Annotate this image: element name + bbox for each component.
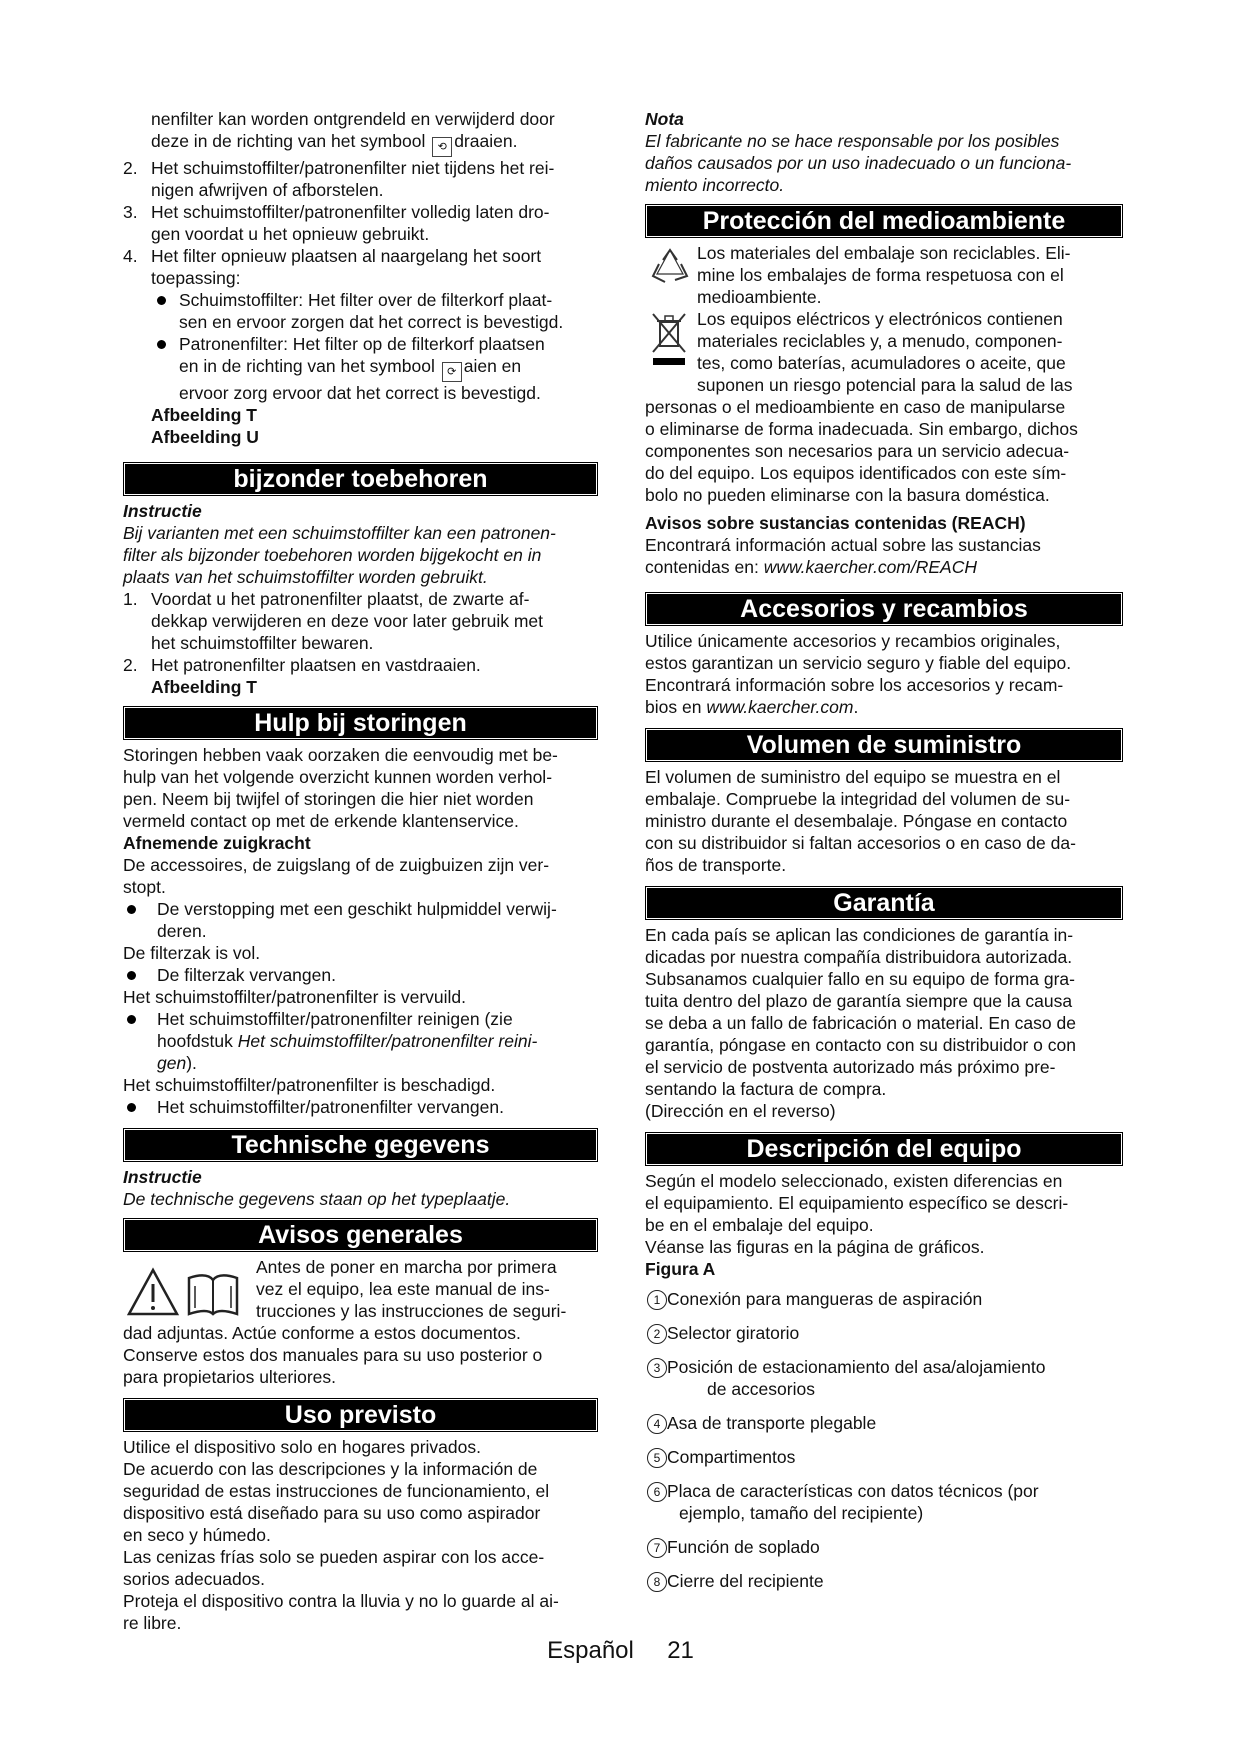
bullet-item: De verstopping met een geschikt hulpmiddel verwij- deren. xyxy=(123,898,598,942)
bullet-icon xyxy=(127,905,136,914)
text-line: sorios adecuados. xyxy=(123,1569,266,1589)
bullet-icon xyxy=(127,1103,136,1112)
bullet-item: Het schuimstoffilter/patronenfilter vervangen. xyxy=(123,1096,598,1118)
text-line: Las cenizas frías solo se pueden aspirar con los acce- xyxy=(123,1547,545,1567)
figure-item: 4 Asa de transporte plegable xyxy=(645,1412,1123,1434)
text-line: personas o el medioambiente en caso de manipularse xyxy=(645,397,1066,417)
bullet-icon xyxy=(127,1015,136,1024)
figure-ref: Figura A xyxy=(645,1259,716,1279)
bullet-item: Het schuimstoffilter/patronenfilter reinigen (zie hoofdstuk Het schuimstoffilter/patronenfilter reini- gen). xyxy=(123,1008,598,1074)
footer-language: Español xyxy=(547,1637,634,1664)
section-heading: Uso previsto xyxy=(123,1398,598,1432)
list-item: 2. Het patronenfilter plaatsen en vastdraaien. xyxy=(123,655,481,675)
section-heading: Accesorios y recambios xyxy=(645,592,1123,626)
note-text: De technische gegevens staan op het typeplaatje. xyxy=(123,1189,511,1209)
text-line: pen. Neem bij twijfel of storingen die hier niet worden xyxy=(123,789,534,809)
subheading: Avisos sobre sustancias contenidas (REACH) xyxy=(645,513,1026,533)
text-line: Subsanamos cualquier fallo en su equipo de forma gra- xyxy=(645,969,1075,989)
section-heading: Descripción del equipo xyxy=(645,1132,1123,1166)
text-line: do del equipo. Los equipos identificados con este sím- xyxy=(645,463,1067,483)
bullet-item: Schuimstoffilter: Het filter over de filterkorf plaat- sen en ervoor zorgen dat het correct is bevestigd. xyxy=(123,289,598,333)
text-line: con su distribuidor si faltan accesorios o en caso de da- xyxy=(645,833,1076,853)
number-circle-icon: 6 xyxy=(647,1482,667,1502)
text-line: Según el modelo seleccionado, existen diferencias en xyxy=(645,1171,1063,1191)
number-circle-icon: 2 xyxy=(647,1324,667,1344)
number-circle-icon: 4 xyxy=(647,1414,667,1434)
list-item: 2. Het schuimstoffilter/patronenfilter niet tijdens het rei- nigen afwrijven of afborstelen. xyxy=(123,158,555,200)
number-circle-icon: 5 xyxy=(647,1448,667,1468)
recycling-icon xyxy=(649,246,691,288)
text-line: dispositivo está diseñado para su uso como aspirador xyxy=(123,1503,541,1523)
crossed-bin-icon xyxy=(651,310,687,368)
text-line: dicadas por nuestra compañía distribuidora autorizada. xyxy=(645,947,1073,967)
text-line: be en el embalaje del equipo. xyxy=(645,1215,874,1235)
text-line: para propietarios ulteriores. xyxy=(123,1367,337,1387)
list-item: 1. Voordat u het patronenfilter plaatst, de zwarte af- dekkap verwijderen en deze voor later gebruik met het schuimstoffilter bewaren. xyxy=(123,589,544,653)
recycling-block: Los materiales del embalaje son reciclables. Eli- mine los embalajes de forma respetuosa con el medioambiente. xyxy=(645,242,1123,308)
rotate-symbol-icon: ⟳ xyxy=(442,362,462,382)
text-line: Encontrará información actual sobre las sustancias xyxy=(645,535,1041,555)
text-line: seguridad de estas instrucciones de funcionamiento, el xyxy=(123,1481,550,1501)
section-heading: Protección del medioambiente xyxy=(645,204,1123,238)
text-line: stopt. xyxy=(123,877,166,897)
text-line: Utilice el dispositivo solo en hogares privados. xyxy=(123,1437,481,1457)
text-line: Utilice únicamente accesorios y recambios originales, xyxy=(645,631,1061,651)
bullet-item: Patronenfilter: Het filter op de filterkorf plaatsen en in de richting van het symbool ⟳ aien en ervoor zorg ervoor dat het correct is bevestigd. xyxy=(123,333,598,404)
text-line: re libre. xyxy=(123,1613,182,1633)
number-circle-icon: 1 xyxy=(647,1290,667,1310)
text-line: bios en www.kaercher.com. xyxy=(645,697,859,717)
text-line: vermeld contact op met de erkende klantenservice. xyxy=(123,811,519,831)
figure-item: 7 Función de soplado xyxy=(645,1536,1123,1558)
bullet-icon xyxy=(157,296,166,305)
text-line: dad adjuntas. Actúe conforme a estos documentos. xyxy=(123,1323,521,1343)
text-line: el equipamiento. El equipamiento específico se descri- xyxy=(645,1193,1069,1213)
text-line: De accessoires, de zuigslang of de zuigbuizen zijn ver- xyxy=(123,855,550,875)
warning-manual-icon xyxy=(127,1266,243,1318)
reach-link[interactable]: www.kaercher.com/REACH xyxy=(763,557,978,577)
subheading: Afnemende zuigkracht xyxy=(123,833,311,853)
text-line: tuita dentro del plazo de garantía siempre que la causa xyxy=(645,991,1073,1011)
text-line: Storingen hebben vaak oorzaken die eenvoudig met be- xyxy=(123,745,558,765)
text-line: Het schuimstoffilter/patronenfilter is beschadigd. xyxy=(123,1075,496,1095)
left-column xyxy=(123,108,598,1634)
text-line: se deba a un fallo de fabricación o material. En caso de xyxy=(645,1013,1076,1033)
text-line: componentes son necesarios para un servicio adecua- xyxy=(645,441,1070,461)
text-line: o eliminarse de forma inadecuada. Sin embargo, dichos xyxy=(645,419,1078,439)
list-item: 4. Het filter opnieuw plaatsen al naargelang het soort toepassing: xyxy=(123,246,542,288)
bullet-icon xyxy=(157,340,166,349)
figure-item: 6 Placa de características con datos técnicos (por ejemplo, tamaño del recipiente) xyxy=(645,1480,1123,1524)
note-text: El fabricante no se hace responsable por los posibles xyxy=(645,131,1060,151)
bullet-icon xyxy=(127,971,136,980)
note-label: Instructie xyxy=(123,1167,202,1187)
text-line: contenidas en: www.kaercher.com/REACH xyxy=(645,557,978,577)
text-line: (Dirección en el reverso) xyxy=(645,1101,836,1121)
page-footer xyxy=(0,1636,1241,1666)
section-heading: bijzonder toebehoren xyxy=(123,462,598,496)
section-heading: Volumen de suministro xyxy=(645,728,1123,762)
text-line: Véanse las figuras en la página de gráficos. xyxy=(645,1237,985,1257)
note-text: filter als bijzonder toebehoren worden bijgekocht en in xyxy=(123,545,542,565)
text-line: Het schuimstoffilter/patronenfilter is vervuild. xyxy=(123,987,467,1007)
note-text: Bij varianten met een schuimstoffilter kan een patronen- xyxy=(123,523,556,543)
figure-item: 5 Compartimentos xyxy=(645,1446,1123,1468)
weee-block: Los equipos eléctricos y electrónicos contienen materiales reciclables y, a menudo, componen- tes, como baterías, acumuladores o aceite, que suponen un riesgo potencial para la salud de las xyxy=(645,308,1123,396)
text-line: ños de transporte. xyxy=(645,855,787,875)
note-text: miento incorrecto. xyxy=(645,175,785,195)
text-line: El volumen de suministro del equipo se muestra en el xyxy=(645,767,1061,787)
figure-item: 2 Selector giratorio xyxy=(645,1322,1123,1344)
text-line: hulp van het volgende overzicht kunnen worden verhol- xyxy=(123,767,553,787)
note-label: Instructie xyxy=(123,501,202,521)
number-circle-icon: 3 xyxy=(647,1358,667,1378)
text-line: garantía, póngase en contacto con su distribuidor o con xyxy=(645,1035,1076,1055)
text-line: Conserve estos dos manuales para su uso posterior o xyxy=(123,1345,543,1365)
text-line: deze in de richting van het symbool ⟲ draaien. xyxy=(123,130,598,157)
text-line: En cada país se aplican las condiciones de garantía in- xyxy=(645,925,1074,945)
text-line: estos garantizan un servicio seguro y fiable del equipo. xyxy=(645,653,1072,673)
section-heading: Technische gegevens xyxy=(123,1128,598,1162)
number-circle-icon: 8 xyxy=(647,1572,667,1592)
note-label: Nota xyxy=(645,109,684,129)
note-text: plaats van het schuimstoffilter worden gebruikt. xyxy=(123,567,488,587)
right-column xyxy=(645,108,1123,1592)
kaercher-link[interactable]: www.kaercher.com xyxy=(706,697,854,717)
text-line: nenfilter kan worden ontgrendeld en verwijderd door xyxy=(151,109,555,129)
figure-ref: Afbeelding T xyxy=(151,677,257,697)
text-line: bolo no pueden eliminarse con la basura doméstica. xyxy=(645,485,1050,505)
number-circle-icon: 7 xyxy=(647,1538,667,1558)
figure-ref: Afbeelding U xyxy=(151,427,259,447)
page-number: 21 xyxy=(667,1637,694,1664)
text-line: el servicio de postventa autorizado más próximo pre- xyxy=(645,1057,1056,1077)
warning-block: Antes de poner en marcha por primera vez el equipo, lea este manual de ins- trucciones y las instrucciones de seguri- xyxy=(123,1256,598,1322)
rotate-symbol-icon: ⟲ xyxy=(432,137,452,157)
section-heading: Avisos generales xyxy=(123,1218,598,1252)
figure-item: 8 Cierre del recipiente xyxy=(645,1570,1123,1592)
text-line: sentando la factura de compra. xyxy=(645,1079,887,1099)
text-line: embalaje. Compruebe la integridad del volumen de su- xyxy=(645,789,1071,809)
figure-item: 1 Conexión para mangueras de aspiración xyxy=(645,1288,1123,1310)
list-item: 3. Het schuimstoffilter/patronenfilter volledig laten dro- gen voordat u het opnieuw gebruikt. xyxy=(123,202,550,244)
figure-ref: Afbeelding T xyxy=(151,405,257,425)
section-heading: Hulp bij storingen xyxy=(123,706,598,740)
bullet-item: De filterzak vervangen. xyxy=(123,964,598,986)
text-line: De acuerdo con las descripciones y la información de xyxy=(123,1459,538,1479)
section-heading: Garantía xyxy=(645,886,1123,920)
text-line: ministro durante el desembalaje. Póngase en contacto xyxy=(645,811,1068,831)
note-text: daños causados por un uso inadecuado o un funciona- xyxy=(645,153,1072,173)
text-line: Proteja el dispositivo contra la lluvia y no lo guarde al ai- xyxy=(123,1591,559,1611)
text-line: en seco y húmedo. xyxy=(123,1525,271,1545)
text-line: De filterzak is vol. xyxy=(123,943,261,963)
text-line: Encontrará información sobre los accesorios y recam- xyxy=(645,675,1064,695)
figure-item: 3 Posición de estacionamiento del asa/alojamiento de accesorios xyxy=(645,1356,1123,1400)
